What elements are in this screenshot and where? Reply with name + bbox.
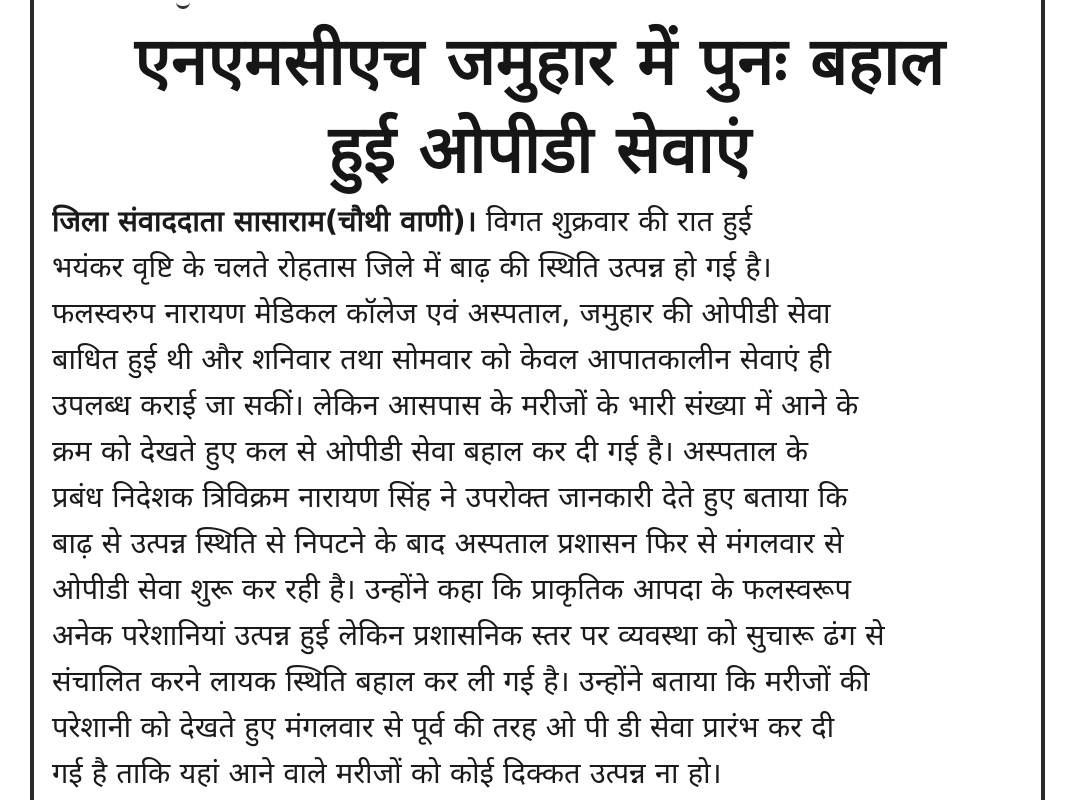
article-line: ओपीडी सेवा शुरू कर रही है। उन्होंने कहा कि प्राकृतिक आपदा के फलस्वरूप xyxy=(52,572,851,606)
article-line: फलस्वरुप नारायण मेडिकल कॉलेज एवं अस्पताल, जमुहार की ओपीडी सेवा xyxy=(52,296,831,330)
article-line-text: विगत शुक्रवार की रात हुई xyxy=(476,204,753,238)
article-line: भयंकर वृष्टि के चलते रोहतास जिले में बाढ़ की स्थिति उत्पन्न हो गई है। xyxy=(52,250,772,284)
article-line: प्रबंध निदेशक त्रिविक्रम नारायण सिंह ने उपरोक्त जानकारी देते हुए बताया कि xyxy=(52,480,848,514)
article-line: बाधित हुई थी और शनिवार तथा सोमवार को केवल आपातकालीन सेवाएं ही xyxy=(52,342,832,376)
dateline: जिला संवाददाता सासाराम(चौथी वाणी)। xyxy=(52,204,477,238)
column-rule-left xyxy=(30,0,34,800)
article-line: क्रम को देखते हुए कल से ओपीडी सेवा बहाल कर दी गई है। अस्पताल के xyxy=(52,434,809,468)
article-line: गई है ताकि यहां आने वाले मरीजों को कोई दिक्कत उत्पन्न ना हो। xyxy=(52,756,722,790)
article-line: अनेक परेशानियां उत्पन्न हुई लेकिन प्रशासनिक स्तर पर व्यवस्था को सुचारू ढंग से xyxy=(52,618,885,652)
article-line: संचालित करने लायक स्थिति बहाल कर ली गई है। उन्होंने बताया कि मरीजों की xyxy=(52,664,870,698)
article-line: उपलब्ध कराई जा सकीं। लेकिन आसपास के मरीजों के भारी संख्या में आने के xyxy=(52,388,859,422)
article-line xyxy=(52,198,1036,244)
headline xyxy=(40,18,1040,194)
headline-line-1: एनएमसीएच जमुहार में पुनः बहाल xyxy=(134,23,946,100)
article-line: बाढ़ से उत्पन्न स्थिति से निपटने के बाद अस्पताल प्रशासन फिर से मंगलवार से xyxy=(52,526,844,560)
headline-line-2: हुई ओपीडी सेवाएं xyxy=(328,111,752,188)
article-body xyxy=(52,198,1036,796)
article-line: परेशानी को देखते हुए मंगलवार से पूर्व की तरह ओ पी डी सेवा प्रारंभ कर दी xyxy=(52,710,835,744)
clipped-glyph-mark xyxy=(176,0,190,9)
column-rule-right xyxy=(1041,0,1045,800)
